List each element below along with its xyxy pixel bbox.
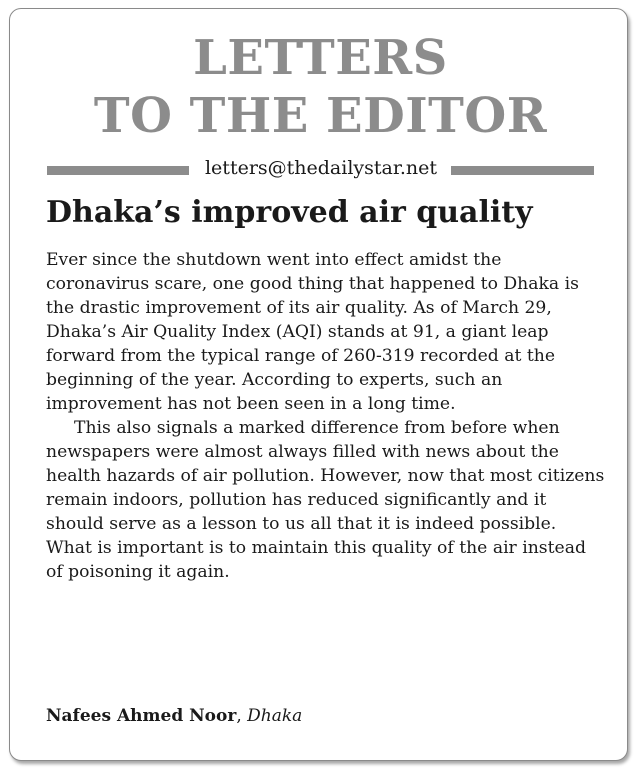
letter-headline: Dhaka’s improved air quality [46,195,533,230]
author-name: Nafees Ahmed Noor [46,706,237,726]
author-location: Dhaka [247,706,303,726]
editor-email: letters@thedailystar.net [204,157,438,179]
letter-signature [46,706,302,726]
letter-paragraph-1: Ever since the shutdown went into effect amidst the coronavirus scare, one good thing that happened to Dhaka is the drastic improvement of its air quality. As of March 29, Dhaka’s Air Quality Index (AQI) stands at 91, a giant leap forward from the typical range of 260-319 recorded at the beginning of the year. According to experts, such an improvement has not been seen in a long time. [46,250,579,414]
divider-rule-left [47,166,189,175]
signature-separator: , [236,706,248,726]
masthead-title-line1: LETTERS [193,30,448,86]
letter-paragraph-2: This also signals a marked difference from before when newspapers were almost always filled with news about the health hazards of air pollution. However, now that most citizens remain indoors, pollution has reduced significantly and it should serve as a lesson to us all that it is indeed possible. What is important is to maintain this quality of the air instead of poisoning it again. [46,418,605,582]
masthead-title-line2: TO THE EDITOR [93,88,548,144]
divider-rule-right [451,166,594,175]
letter-body [46,248,606,584]
